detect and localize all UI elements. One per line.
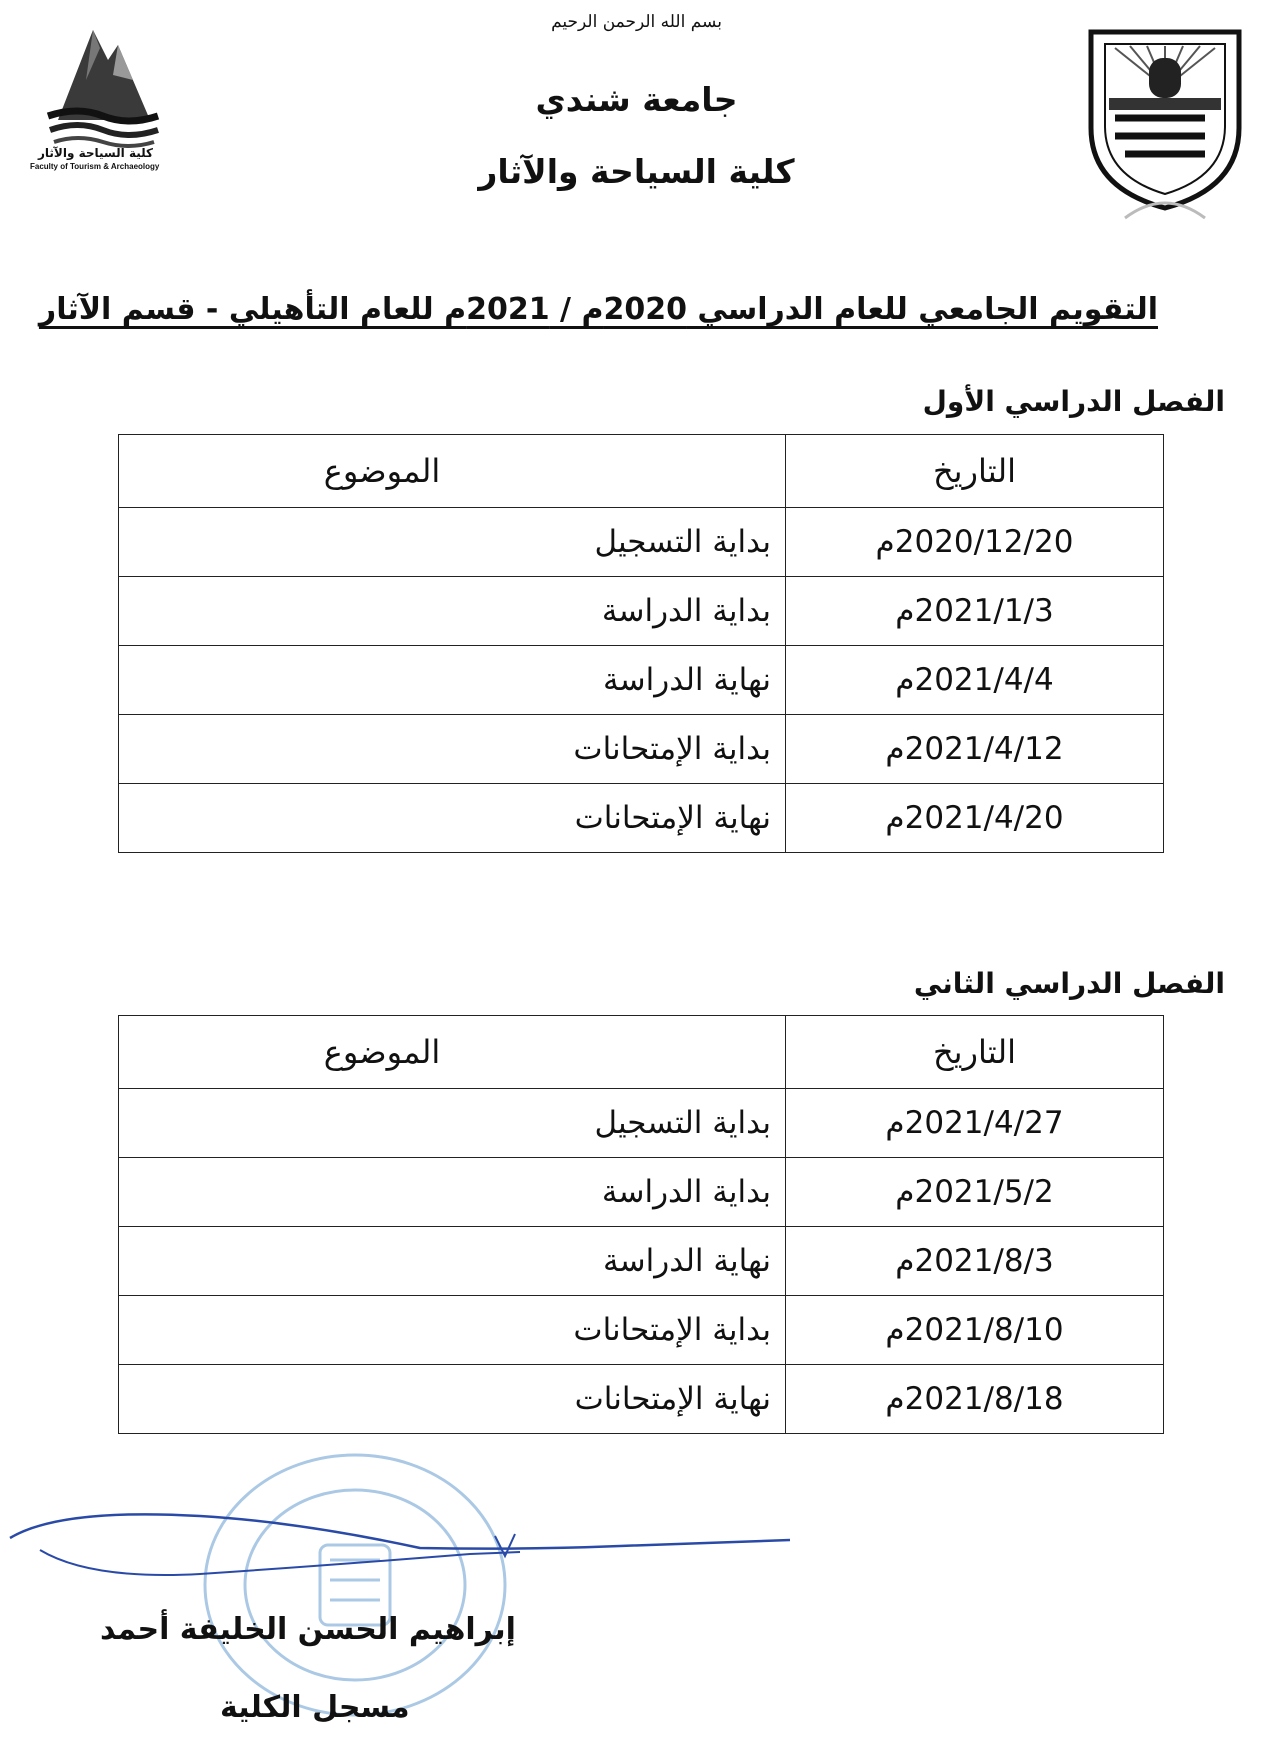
table-row <box>119 1227 1164 1296</box>
table-row <box>119 1089 1164 1158</box>
semester2-heading: الفصل الدراسي الثاني <box>913 967 1225 1000</box>
column-header-topic: الموضوع <box>119 1016 786 1089</box>
column-header-date: التاريخ <box>786 435 1164 508</box>
table-row <box>119 1365 1164 1434</box>
cell-date: 2021/4/27م <box>786 1089 1164 1158</box>
table-header-row <box>119 1016 1164 1089</box>
signature-scribble <box>0 1488 800 1608</box>
cell-topic: نهاية الدراسة <box>119 646 786 715</box>
table-header-row <box>119 435 1164 508</box>
cell-topic: بداية الدراسة <box>119 1158 786 1227</box>
table-row <box>119 715 1164 784</box>
column-header-date: التاريخ <box>786 1016 1164 1089</box>
cell-topic: بداية الإمتحانات <box>119 715 786 784</box>
table-row <box>119 1158 1164 1227</box>
cell-topic: نهاية الإمتحانات <box>119 784 786 853</box>
cell-topic: بداية الإمتحانات <box>119 1296 786 1365</box>
table-row <box>119 646 1164 715</box>
cell-topic: بداية الدراسة <box>119 577 786 646</box>
cell-date: 2021/8/10م <box>786 1296 1164 1365</box>
table-row <box>119 577 1164 646</box>
university-name: جامعة شندي <box>535 80 738 119</box>
cell-date: 2021/8/3م <box>786 1227 1164 1296</box>
basmala: بسم الله الرحمن الرحيم <box>551 12 722 32</box>
faculty-name: كلية السياحة والآثار <box>478 152 795 191</box>
cell-date: 2021/1/3م <box>786 577 1164 646</box>
calendar-title: التقويم الجامعي للعام الدراسي 2020م / 2021م للعام التأهيلي - قسم الآثار <box>38 292 1158 327</box>
cell-date: 2021/4/12م <box>786 715 1164 784</box>
cell-topic: بداية التسجيل <box>119 508 786 577</box>
table-row <box>119 508 1164 577</box>
university-seal <box>1085 18 1245 236</box>
cell-date: 2021/5/2م <box>786 1158 1164 1227</box>
cell-date: 2020/12/20م <box>786 508 1164 577</box>
cell-date: 2021/4/20م <box>786 784 1164 853</box>
cell-topic: نهاية الدراسة <box>119 1227 786 1296</box>
registrar-title: مسجل الكلية <box>220 1690 410 1725</box>
column-header-topic: الموضوع <box>119 435 786 508</box>
semester2-table <box>118 1015 1164 1434</box>
cell-topic: بداية التسجيل <box>119 1089 786 1158</box>
semester1-heading: الفصل الدراسي الأول <box>922 385 1225 418</box>
logo-caption-ar: كلية السياحة والآثار <box>38 146 153 160</box>
table-row <box>119 784 1164 853</box>
cell-topic: نهاية الإمتحانات <box>119 1365 786 1434</box>
cell-date: 2021/4/4م <box>786 646 1164 715</box>
logo-caption-en: Faculty of Tourism & Archaeology <box>30 162 160 171</box>
registrar-name: إبراهيم الحسن الخليفة أحمد <box>100 1612 516 1647</box>
semester1-table <box>118 434 1164 853</box>
cell-date: 2021/8/18م <box>786 1365 1164 1434</box>
table-row <box>119 1296 1164 1365</box>
